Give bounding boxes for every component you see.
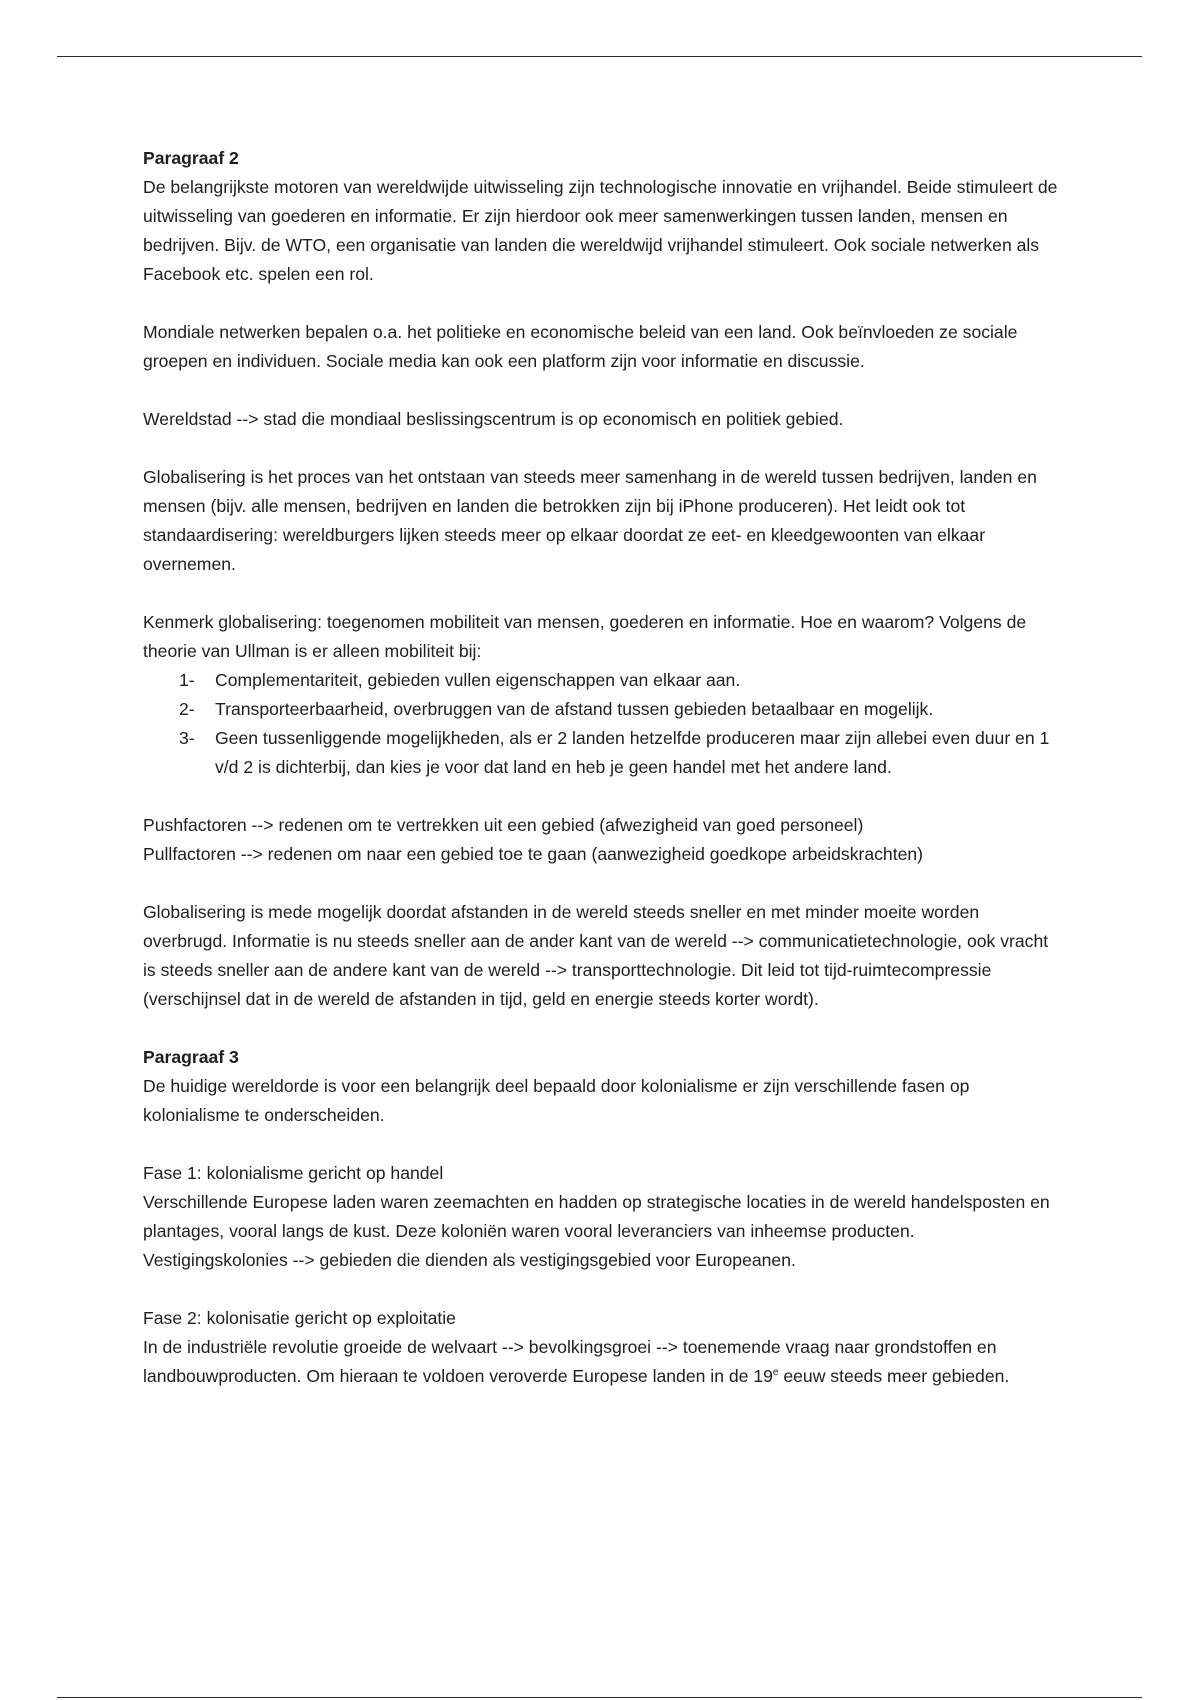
list-text: Geen tussenliggende mogelijkheden, als er 2 landen hetzelfde produceren maar zijn allebei even duur en 1 v/d 2 is dichterbij, dan kies je voor dat land en heb je geen handel met het andere land. [215,728,1050,777]
paragraph-settlement-colonies: Vestigingskolonies --> gebieden die dienden als vestigingsgebied voor Europeanen. [143,1250,796,1270]
paragraph-phase-1: Verschillende Europese laden waren zeemachten en hadden op strategische locaties in de wereld handelsposten en plantages, vooral langs de kust. Deze koloniën waren vooral leveranciers van inheemse producten. [143,1192,1050,1241]
paragraph-time-space-compression: Globalisering is mede mogelijk doordat afstanden in de wereld steeds sneller en met minder moeite worden overbrugd. Informatie is nu steeds sneller aan de ander kant van de wereld --> communicatietechnologie, ook vracht is steeds sneller aan de andere kant van de wereld --> transporttechnologie. Dit leid tot tijd-ruimtecompressie (verschijnsel dat in de wereld de afstanden in tijd, geld en energie steeds korter wordt). [143,902,1049,1009]
ullman-list [143,666,1063,782]
document-body [143,144,1063,1391]
phase-2-title: Fase 2: kolonisatie gericht op exploitatie [143,1308,456,1328]
header-rule [57,56,1142,57]
paragraph-phase-2 [143,1333,1063,1391]
paragraph-networks: Mondiale netwerken bepalen o.a. het politieke en economische beleid van een land. Ook beïnvloeden ze sociale groepen en individuen. Sociale media kan ook een platform zijn voor informatie en discussie. [143,322,1018,371]
list-number: 1- [179,670,195,690]
phase-1-title: Fase 1: kolonialisme gericht op handel [143,1163,444,1183]
paragraph-globalisation: Globalisering is het proces van het ontstaan van steeds meer samenhang in de wereld tussen bedrijven, landen en mensen (bijv. alle mensen, bedrijven en landen die betrokken zijn bij iPhone produceren). Het leidt ook tot standaardisering: wereldburgers lijken steeds meer op elkaar doordat ze eet- en kleedgewoonten van elkaar overnemen. [143,467,1037,574]
phase-2-text-start: In de industriële revolutie groeide de welvaart --> bevolkingsgroei --> toenemende vraag naar grondstoffen en landbouwproducten. Om hieraan te voldoen veroverde Europese landen in de 19 [143,1337,997,1386]
list-item [143,666,1063,695]
paragraph-colonialism-intro: De huidige wereldorde is voor een belangrijk deel bepaald door kolonialisme er zijn verschillende fasen op kolonialisme te onderscheiden. [143,1076,970,1125]
paragraph-mobility: Kenmerk globalisering: toegenomen mobiliteit van mensen, goederen en informatie. Hoe en waarom? Volgens de theorie van Ullman is er alleen mobiliteit bij: [143,612,1027,661]
list-text: Complementariteit, gebieden vullen eigenschappen van elkaar aan. [215,670,741,690]
paragraph-drivers: De belangrijkste motoren van wereldwijde uitwisseling zijn technologische innovatie en vrijhandel. Beide stimuleert de uitwisseling van goederen en informatie. Er zijn hierdoor ook meer samenwerkingen tussen landen, mensen en bedrijven. Bijv. de WTO, een organisatie van landen die wereldwijd vrijhandel stimuleert. Ook sociale netwerken als Facebook etc. spelen een rol. [143,177,1058,284]
list-item [143,724,1063,782]
section-heading-paragraaf-3: Paragraaf 3 [143,1047,239,1067]
paragraph-pullfactors: Pullfactoren --> redenen om naar een gebied toe te gaan (aanwezigheid goedkope arbeidskrachten) [143,844,924,864]
section-heading-paragraaf-2: Paragraaf 2 [143,148,239,168]
list-number: 3- [179,728,195,748]
phase-2-text-end: eeuw steeds meer gebieden. [778,1366,1010,1386]
ordinal-superscript: e [772,1367,779,1378]
paragraph-pushfactors: Pushfactoren --> redenen om te vertrekken uit een gebied (afwezigheid van goed personeel) [143,815,864,835]
list-text: Transporteerbaarheid, overbruggen van de afstand tussen gebieden betaalbaar en mogelijk. [215,699,934,719]
footer-rule [57,1697,1142,1698]
paragraph-worldcity: Wereldstad --> stad die mondiaal beslissingscentrum is op economisch en politiek gebied. [143,409,844,429]
list-number: 2- [179,699,195,719]
list-item [143,695,1063,724]
